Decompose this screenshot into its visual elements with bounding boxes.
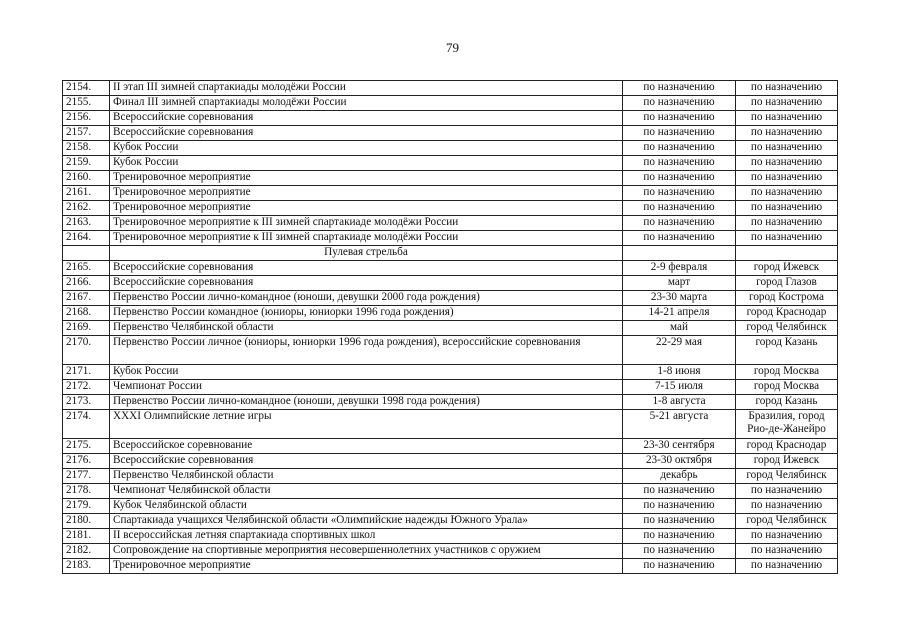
event-place: по назначению — [736, 111, 838, 126]
table-row — [63, 291, 838, 306]
table-row — [63, 171, 838, 186]
table-row — [63, 499, 838, 514]
table-row — [63, 484, 838, 499]
row-number: 2173. — [63, 395, 110, 410]
event-name: Тренировочное мероприятие к III зимней спартакиаде молодёжи России — [110, 216, 623, 231]
row-number: 2178. — [63, 484, 110, 499]
row-number: 2174. — [63, 410, 110, 439]
event-name: Первенство Челябинской области — [110, 469, 623, 484]
table-row — [63, 469, 838, 484]
table-row — [63, 439, 838, 454]
table-row — [63, 454, 838, 469]
table-row — [63, 81, 838, 96]
row-number: 2181. — [63, 529, 110, 544]
event-name: Тренировочное мероприятие — [110, 559, 623, 574]
event-place: город Челябинск — [736, 321, 838, 336]
table-row — [63, 514, 838, 529]
row-number: 2170. — [63, 336, 110, 365]
row-number: 2162. — [63, 201, 110, 216]
event-place: город Кострома — [736, 291, 838, 306]
event-place: по назначению — [736, 96, 838, 111]
table-row — [63, 111, 838, 126]
table-row — [63, 216, 838, 231]
table-row — [63, 156, 838, 171]
table-row — [63, 231, 838, 246]
row-number: 2169. — [63, 321, 110, 336]
event-name: Чемпионат Челябинской области — [110, 484, 623, 499]
event-date: 23-30 марта — [623, 291, 736, 306]
row-number: 2156. — [63, 111, 110, 126]
row-number: 2163. — [63, 216, 110, 231]
event-date: по назначению — [623, 111, 736, 126]
event-place: город Краснодар — [736, 439, 838, 454]
table-row — [63, 529, 838, 544]
event-name: Первенство Челябинской области — [110, 321, 623, 336]
event-name: Всероссийские соревнования — [110, 126, 623, 141]
row-number: 2168. — [63, 306, 110, 321]
section-title: Пулевая стрельба — [110, 246, 623, 261]
event-date: по назначению — [623, 141, 736, 156]
row-number: 2159. — [63, 156, 110, 171]
table-row — [63, 201, 838, 216]
row-number: 2180. — [63, 514, 110, 529]
event-place: по назначению — [736, 484, 838, 499]
event-date: май — [623, 321, 736, 336]
table-row — [63, 380, 838, 395]
row-number: 2154. — [63, 81, 110, 96]
event-name: Всероссийские соревнования — [110, 261, 623, 276]
event-name: Первенство России лично-командное (юноши, девушки 1998 года рождения) — [110, 395, 623, 410]
event-name: Кубок Челябинской области — [110, 499, 623, 514]
event-date: по назначению — [623, 126, 736, 141]
section-row — [63, 246, 838, 261]
event-place: город Казань — [736, 336, 838, 365]
row-number: 2179. — [63, 499, 110, 514]
events-table-body-bottom — [63, 261, 838, 574]
table-row — [63, 276, 838, 291]
row-number: 2171. — [63, 365, 110, 380]
row-number: 2157. — [63, 126, 110, 141]
row-number: 2176. — [63, 454, 110, 469]
event-place: город Глазов — [736, 276, 838, 291]
event-place: город Ижевск — [736, 261, 838, 276]
table-row — [63, 306, 838, 321]
section-place-cell — [736, 246, 838, 261]
event-date: по назначению — [623, 514, 736, 529]
event-name: Финал III зимней спартакиады молодёжи России — [110, 96, 623, 111]
event-place: по назначению — [736, 216, 838, 231]
event-place: Бразилия, город Рио-де-Жанейро — [736, 410, 838, 439]
event-name: XXXI Олимпийские летние игры — [110, 410, 623, 439]
row-number: 2158. — [63, 141, 110, 156]
event-name: Первенство России командное (юниоры, юниорки 1996 года рождения) — [110, 306, 623, 321]
event-name: Всероссийские соревнования — [110, 276, 623, 291]
event-place: город Москва — [736, 380, 838, 395]
section-date-cell — [623, 246, 736, 261]
page-number: 79 — [446, 40, 459, 55]
table-row — [63, 410, 838, 439]
event-place: город Ижевск — [736, 454, 838, 469]
event-place: по назначению — [736, 529, 838, 544]
event-name: Тренировочное мероприятие — [110, 171, 623, 186]
table-row — [63, 544, 838, 559]
event-name: Чемпионат России — [110, 380, 623, 395]
section-header — [63, 246, 838, 261]
event-place: город Челябинск — [736, 514, 838, 529]
event-place: по назначению — [736, 201, 838, 216]
event-place: город Челябинск — [736, 469, 838, 484]
event-place: по назначению — [736, 126, 838, 141]
event-name: Кубок России — [110, 365, 623, 380]
section-num-cell — [63, 246, 110, 261]
event-place: город Москва — [736, 365, 838, 380]
row-number: 2172. — [63, 380, 110, 395]
table-row — [63, 559, 838, 574]
row-number: 2166. — [63, 276, 110, 291]
event-place: по назначению — [736, 499, 838, 514]
event-date: по назначению — [623, 186, 736, 201]
event-place: по назначению — [736, 171, 838, 186]
event-date: 22-29 мая — [623, 336, 736, 365]
event-date: по назначению — [623, 231, 736, 246]
event-name: Всероссийские соревнования — [110, 111, 623, 126]
event-place: город Казань — [736, 395, 838, 410]
event-name: Всероссийские соревнования — [110, 454, 623, 469]
event-place: по назначению — [736, 231, 838, 246]
event-name: II всероссийская летняя спартакиада спортивных школ — [110, 529, 623, 544]
event-name: Первенство России личное (юниоры, юниорки 1996 года рождения), всероссийские соревнования — [110, 336, 623, 365]
event-date: 23-30 сентября — [623, 439, 736, 454]
event-place: по назначению — [736, 81, 838, 96]
event-date: по назначению — [623, 544, 736, 559]
event-date: по назначению — [623, 216, 736, 231]
table-row — [63, 365, 838, 380]
table-row — [63, 126, 838, 141]
event-date: по назначению — [623, 156, 736, 171]
events-table — [62, 80, 838, 574]
row-number: 2160. — [63, 171, 110, 186]
row-number: 2165. — [63, 261, 110, 276]
table-row — [63, 186, 838, 201]
event-date: 7-15 июля — [623, 380, 736, 395]
row-number: 2164. — [63, 231, 110, 246]
event-name: Спартакиада учащихся Челябинской области «Олимпийские надежды Южного Урала» — [110, 514, 623, 529]
event-name: Тренировочное мероприятие — [110, 186, 623, 201]
table-row — [63, 96, 838, 111]
event-place: город Краснодар — [736, 306, 838, 321]
event-date: по назначению — [623, 81, 736, 96]
event-name: Тренировочное мероприятие к III зимней спартакиаде молодёжи России — [110, 231, 623, 246]
event-date: по назначению — [623, 559, 736, 574]
event-name: Кубок России — [110, 141, 623, 156]
event-date: 2-9 февраля — [623, 261, 736, 276]
event-date: 1-8 июня — [623, 365, 736, 380]
row-number: 2167. — [63, 291, 110, 306]
event-date: 14-21 апреля — [623, 306, 736, 321]
event-date: март — [623, 276, 736, 291]
event-name: Тренировочное мероприятие — [110, 201, 623, 216]
event-place: по назначению — [736, 186, 838, 201]
table-row — [63, 321, 838, 336]
event-date: по назначению — [623, 171, 736, 186]
event-date: по назначению — [623, 201, 736, 216]
event-date: 5-21 августа — [623, 410, 736, 439]
event-date: по назначению — [623, 499, 736, 514]
event-place: по назначению — [736, 156, 838, 171]
table-row — [63, 261, 838, 276]
event-date: 23-30 октября — [623, 454, 736, 469]
event-date: 1-8 августа — [623, 395, 736, 410]
event-name: Всероссийское соревнование — [110, 439, 623, 454]
table-row — [63, 336, 838, 365]
row-number: 2161. — [63, 186, 110, 201]
row-number: 2183. — [63, 559, 110, 574]
table-row — [63, 395, 838, 410]
event-place: по назначению — [736, 559, 838, 574]
event-date: декабрь — [623, 469, 736, 484]
row-number: 2177. — [63, 469, 110, 484]
event-date: по назначению — [623, 529, 736, 544]
event-name: Кубок России — [110, 156, 623, 171]
table-row — [63, 141, 838, 156]
row-number: 2155. — [63, 96, 110, 111]
events-table-body-top — [63, 81, 838, 246]
event-date: по назначению — [623, 484, 736, 499]
event-name: Первенство России лично-командное (юноши, девушки 2000 года рождения) — [110, 291, 623, 306]
row-number: 2175. — [63, 439, 110, 454]
event-name: II этап III зимней спартакиады молодёжи России — [110, 81, 623, 96]
event-place: по назначению — [736, 141, 838, 156]
event-place: по назначению — [736, 544, 838, 559]
event-name: Сопровождение на спортивные мероприятия несовершеннолетних участников с оружием — [110, 544, 623, 559]
row-number: 2182. — [63, 544, 110, 559]
event-date: по назначению — [623, 96, 736, 111]
